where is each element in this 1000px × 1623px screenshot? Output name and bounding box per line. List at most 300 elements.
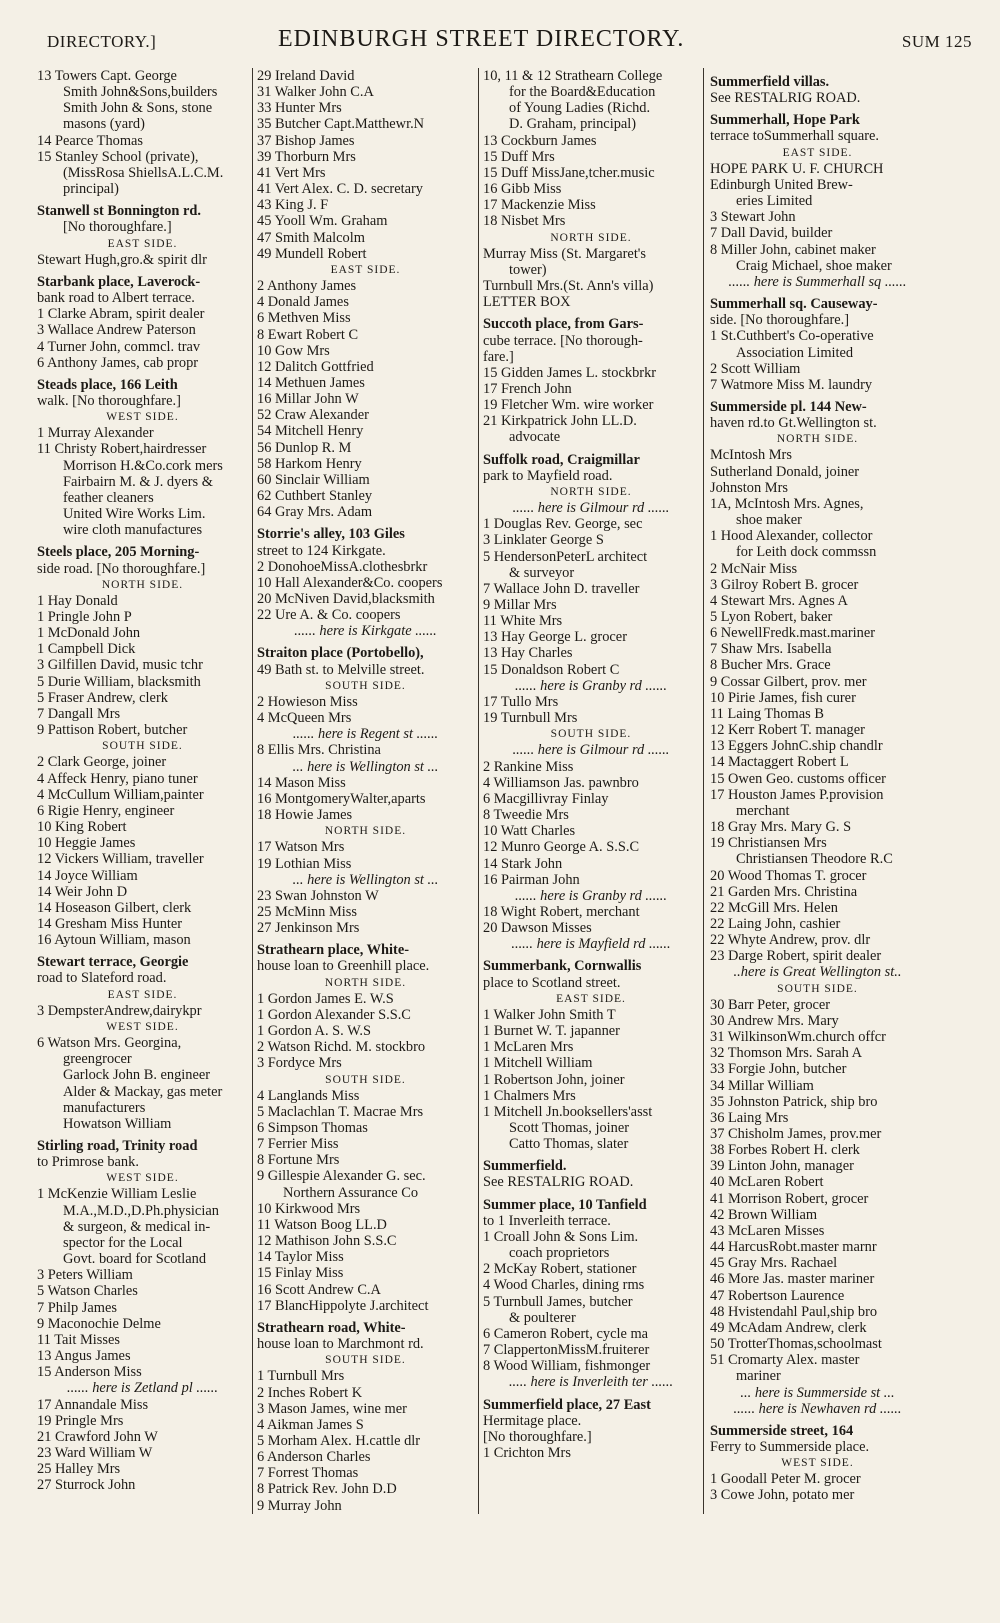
directory-entry: 16 Gibb Miss [483,181,562,198]
directory-entry: 4 Wood Charles, dining rms [483,1277,645,1294]
directory-entry-continuation: masons (yard) [63,116,145,133]
side-heading: EAST SIDE. [107,237,178,250]
directory-entry: 6 Watson Mrs. Georgina, [37,1035,182,1052]
directory-entry-continuation: for the Board&Education [509,84,656,101]
directory-entry: 1 Turnbull Mrs [257,1368,345,1385]
directory-entry: 1 Crichton Mrs [483,1444,571,1461]
directory-entry: 11 White Mrs [483,613,563,630]
directory-entry: 15 Anderson Miss [37,1364,142,1381]
directory-entry-continuation: eries Limited [736,193,813,210]
directory-entry: 1 McLaren Mrs [483,1039,574,1056]
directory-entry: 45 Yooll Wm. Graham [257,213,388,230]
directory-entry: 18 Gray Mrs. Mary G. S [710,819,852,836]
directory-entry: 9 Maconochie Delme [37,1315,161,1332]
directory-entry: 60 Sinclair William [257,471,370,488]
directory-entry: 3 Mason James, wine mer [257,1400,407,1417]
directory-entry-continuation: wire cloth manufactures [63,522,203,539]
directory-entry: 43 King J. F [257,197,329,214]
cross-street-marker: ... here is Wellington st ... [292,758,439,775]
directory-entry: 17 Tullo Mrs [483,693,559,710]
directory-entry-continuation: principal) [63,181,119,198]
directory-entry: 1 Gordon A. S. W.S [257,1023,371,1040]
directory-entry: 3 DempsterAndrew,dairykpr [37,1002,202,1019]
directory-entry: 1 McDonald John [37,625,141,642]
directory-entry: 12 Dalitch Gottfried [257,358,374,375]
directory-entry: 11 Watson Boog LL.D [257,1216,387,1233]
directory-entry: 7 Watmore Miss M. laundry [710,376,873,393]
side-heading: NORTH SIDE. [324,825,407,838]
directory-entry: 48 Hvistendahl Paul,ship bro [710,1303,878,1320]
directory-entry: 8 Tweedie Mrs [483,807,569,824]
directory-entry: 5 Durie William, blacksmith [37,673,201,690]
directory-entry-continuation: Govt. board for Scotland [63,1251,207,1268]
directory-entry: 29 Ireland David [257,68,355,84]
street-heading: Summerhall sq. Causeway- [710,296,878,313]
directory-entry: 34 Millar William [710,1077,814,1094]
directory-entry: street to 124 Kirkgate. [257,542,386,559]
directory-entry-continuation: Northern Assurance Co [283,1184,419,1201]
directory-entry: 1 Burnet W. T. japanner [483,1023,620,1040]
directory-entry: 17 Mackenzie Miss [483,197,596,214]
directory-entry: 13 Hay Charles [483,645,573,662]
directory-entry: 8 Ellis Mrs. Christina [257,742,381,759]
street-heading: Summerhall, Hope Park [710,112,860,129]
directory-entry: 16 Millar John W [257,391,359,408]
directory-entry: 45 Gray Mrs. Rachael [710,1255,838,1272]
column-3 [479,68,704,1514]
directory-entry: 1 Chalmers Mrs [483,1087,576,1104]
header-title: EDINBURGH STREET DIRECTORY. [278,26,685,52]
directory-entry: 2 Anthony James [257,278,357,295]
directory-entry-continuation: feather cleaners [63,489,154,506]
directory-entry: 4 Langlands Miss [257,1087,360,1104]
directory-entry: 6 Simpson Thomas [257,1120,368,1136]
column-4 [704,68,929,1514]
street-heading: Summerside street, 164 [710,1422,854,1439]
directory-entry: 21 Crawford John W [37,1428,158,1445]
directory-entry: 6 Methven Miss [257,310,351,327]
directory-entry: 47 Robertson Laurence [710,1287,845,1304]
directory-entry: 3 Linklater George S [483,532,604,549]
directory-entry: 14 Hoseason Gilbert, clerk [37,899,192,916]
directory-entry: 1 Mitchell William [483,1055,593,1072]
cross-street-marker: ...... here is Summerhall sq ...... [728,273,907,290]
directory-entry: 14 Joyce William [37,867,138,884]
directory-entry: 17 Watson Mrs [257,839,345,856]
street-heading: Succoth place, from Gars- [483,316,644,333]
directory-entry: 5 Fraser Andrew, clerk [37,689,168,706]
directory-entry: 13 Angus James [37,1348,131,1365]
directory-entry: 21 Garden Mrs. Christina [710,883,858,900]
directory-entry-continuation: tower) [509,261,547,278]
directory-entry: 1 Murray Alexander [37,425,154,442]
directory-entry: 9 Murray John [257,1497,342,1514]
directory-entry: 1 Robertson John, joiner [483,1071,625,1088]
street-heading: Summerfield. [483,1158,567,1175]
directory-entry: 1 Gordon James E. W.S [257,990,394,1007]
column-2 [253,68,479,1514]
cross-street-marker: ...... here is Gilmour rd ...... [512,500,670,517]
street-heading: Summerfield place, 27 East [483,1396,651,1413]
cross-street-marker: ...... here is Granby rd ...... [514,677,668,694]
directory-entry-continuation: spector for the Local [63,1234,183,1251]
directory-entry: 5 HendersonPeterL architect [483,548,648,565]
directory-entry: 7 Wallace John D. traveller [483,580,640,597]
directory-entry: 31 Walker John C.A [257,84,374,101]
directory-entry: side road. [No thoroughfare.] [37,560,206,577]
directory-entry: 23 Ward William W [37,1444,153,1461]
directory-entry: 44 HarcusRobt.master marnr [710,1239,877,1256]
directory-entry-continuation: coach proprietors [509,1245,610,1262]
directory-entry-continuation: & surgeon, & medical in- [63,1218,211,1235]
directory-entry: 1 Douglas Rev. George, sec [483,516,643,533]
directory-entry: 40 McLaren Robert [710,1174,824,1191]
directory-entry-continuation: Catto Thomas, slater [509,1136,629,1153]
directory-entry: 1 Gordon Alexander S.S.C [257,1006,411,1023]
directory-entry: 6 Macgillivray Finlay [483,790,609,807]
directory-entry-continuation: Smith John & Sons, stone [63,100,213,117]
directory-entry: 36 Laing Mrs [710,1109,789,1126]
directory-entry: Sutherland Donald, joiner [710,463,860,480]
directory-entry-continuation: Morrison H.&Co.cork mers [63,457,223,474]
street-heading: Summerbank, Cornwallis [483,958,642,975]
street-heading: Suffolk road, Craigmillar [483,451,640,468]
side-heading: NORTH SIDE. [776,433,859,446]
directory-entry: 15 Donaldson Robert C [483,661,620,678]
directory-entry: 22 Laing John, cashier [710,915,841,932]
directory-entry: 10 Gow Mrs [257,342,330,359]
directory-entry: 21 Kirkpatrick John LL.D. [483,413,637,430]
directory-entry: 9 Millar Mrs [483,597,557,613]
cross-street-marker: ...... here is Zetland pl ...... [67,1380,218,1397]
directory-entry: 38 Forbes Robert H. clerk [710,1142,860,1159]
directory-entry: bank road to Albert terrace. [37,290,195,307]
directory-entry: 25 Halley Mrs [37,1461,121,1478]
directory-entry: 16 Pairman John [483,871,580,888]
directory-entry: 37 Chisholm James, prov.mer [710,1126,882,1142]
directory-entry: [No thoroughfare.] [483,1428,592,1445]
directory-entry: walk. [No thoroughfare.] [37,392,181,409]
directory-entry: 10 Hall Alexander&Co. coopers [257,574,443,591]
street-heading: Strathearn road, White- [257,1319,406,1336]
directory-entry: 15 Finlay Miss [257,1265,344,1282]
directory-entry: 12 Munro George A. S.S.C [483,839,640,856]
header-left: DIRECTORY.] [47,32,157,51]
directory-entry: 4 Aikman James S [257,1416,364,1433]
directory-entry: 14 Mason Miss [257,774,346,791]
directory-entry: 41 Vert Alex. C. D. secretary [257,181,423,198]
directory-entry: 5 Maclachlan T. Macrae Mrs [257,1103,424,1120]
directory-entry: 47 Smith Malcolm [257,229,365,246]
directory-entry: 10 Heggie James [37,835,136,852]
directory-entry: 14 Taylor Miss [257,1249,344,1266]
directory-entry: fare.] [483,348,514,365]
directory-entry-continuation: (MissRosa ShiellsA.L.C.M. [63,164,224,181]
directory-entry: 14 Gresham Miss Hunter [37,915,183,932]
side-heading: WEST SIDE. [106,1172,179,1185]
directory-entry: 1 Hood Alexander, collector [710,528,873,545]
side-heading: EAST SIDE. [556,992,626,1005]
directory-entry: 23 Darge Robert, spirit dealer [710,948,882,965]
page-header [33,26,982,60]
directory-entry: 4 Affeck Henry, piano tuner [37,770,198,787]
directory-entry: 4 Turner John, commcl. trav [37,338,201,355]
directory-entry: 4 Williamson Jas. pawnbro [483,774,639,791]
directory-entry: haven rd.to Gt.Wellington st. [710,415,877,432]
directory-entry: 2 Inches Robert K [257,1384,363,1401]
directory-entry: Stewart Hugh,gro.& spirit dlr [37,251,207,268]
directory-entry-continuation: D. Graham, principal) [509,116,637,133]
side-heading: SOUTH SIDE. [325,679,406,692]
directory-entry: 13 Eggers JohnC.ship chandlr [710,738,883,755]
directory-entry: 33 Forgie John, butcher [710,1061,847,1078]
directory-entry: 10 King Robert [37,819,127,836]
directory-entry: 5 Turnbull James, butcher [483,1293,633,1310]
directory-entry: 1 Pringle John P [37,609,132,625]
directory-entry: 14 Mactaggert Robert L [710,754,849,771]
side-heading: WEST SIDE. [106,1020,179,1033]
directory-entry: 3 Gilfillen David, music tchr [37,657,203,674]
directory-entry: 4 McQueen Mrs [257,710,352,727]
directory-entry: 7 Dall David, builder [710,225,833,242]
side-heading: NORTH SIDE. [550,485,632,498]
directory-entry: 16 Aytoun William, mason [37,932,191,949]
column-1 [33,68,253,1514]
side-heading: SOUTH SIDE. [550,728,632,741]
street-heading: Storrie's alley, 103 Giles [257,526,405,543]
directory-entry: 3 Cowe John, potato mer [710,1487,855,1504]
directory-entry: 2 Rankine Miss [483,758,574,775]
directory-entry: 1 Campbell Dick [37,641,136,658]
directory-entry: 2 DonohoeMissA.clothesbrkr [257,558,428,575]
directory-entry: 13 Cockburn James [483,132,597,149]
street-heading: Stanwell st Bonnington rd. [37,203,201,220]
directory-entry: 14 Methuen James [257,374,365,391]
street-heading: Stewart terrace, Georgie [37,954,189,971]
directory-entry: 1 St.Cuthbert's Co-operative [710,328,874,345]
street-heading: Starbank place, Laverock- [37,273,201,290]
directory-entry: 16 MontgomeryWalter,aparts [257,790,426,807]
directory-entry: terrace toSummerhall square. [710,128,880,145]
directory-entry: 17 Houston James P.provision [710,786,884,803]
directory-entry: 1 Croall John & Sons Lim. [483,1228,639,1245]
directory-entry: 13 Hay George L. grocer [483,629,627,646]
cross-street-marker: ..... here is Inverleith ter ...... [508,1374,674,1391]
directory-entry-continuation: Garlock John B. engineer [63,1067,211,1084]
directory-entry: 19 Lothian Miss [257,855,352,872]
directory-entry: 15 Owen Geo. customs officer [710,770,886,787]
directory-entry: 27 Sturrock John [37,1477,136,1494]
directory-entry: 32 Thomson Mrs. Sarah A [710,1045,863,1062]
directory-entry: 11 Tait Misses [37,1331,120,1348]
street-heading: Strathearn place, White- [257,942,410,959]
directory-entry: 7 Dangall Mrs [37,705,121,722]
cross-street-marker: ... here is Wellington st ... [292,871,439,888]
directory-entry: 20 Dawson Misses [483,920,592,937]
directory-entry: Ferry to Summerside place. [710,1438,870,1455]
directory-entry: 37 Bishop James [257,132,355,149]
street-heading: Stirling road, Trinity road [37,1138,198,1154]
cross-street-marker: ..here is Great Wellington st.. [733,964,902,981]
directory-entry-continuation: Christiansen Theodore R.C [736,851,893,868]
directory-entry: 43 McLaren Misses [710,1222,825,1239]
directory-entry: side. [No thoroughfare.] [710,312,850,329]
directory-entry-continuation: Howatson William [63,1115,172,1132]
directory-entry: 7 Forrest Thomas [257,1465,359,1482]
directory-entry: Turnbull Mrs.(St. Ann's villa) [483,278,654,295]
directory-entry: 1 Goodall Peter M. grocer [710,1471,861,1488]
directory-entry: 6 Cameron Robert, cycle ma [483,1325,649,1342]
directory-entry: 6 Anderson Charles [257,1449,371,1466]
directory-entry: 3 Wallace Andrew Paterson [37,322,196,339]
directory-entry: road to Slateford road. [37,970,167,987]
directory-entry: 15 Stanley School (private), [37,148,199,165]
directory-entry: 6 Rigie Henry, engineer [37,802,175,819]
directory-entry-continuation: for Leith dock commssn [736,544,877,561]
side-heading: SOUTH SIDE. [777,982,858,995]
directory-entry: Johnston Mrs [710,479,788,496]
directory-entry: 7 Philp James [37,1299,117,1316]
directory-entry: 51 Cromarty Alex. master [710,1352,860,1369]
directory-entry: 2 Howieson Miss [257,693,358,710]
directory-entry: 62 Cuthbert Stanley [257,488,373,505]
directory-entry: 3 Peters William [37,1267,133,1284]
directory-entry: 14 Pearce Thomas [37,132,144,149]
street-heading: Straiton place (Portobello), [257,645,424,662]
directory-entry: 13 Towers Capt. George [37,68,177,84]
side-heading: WEST SIDE. [781,1457,854,1470]
directory-entry: 3 Fordyce Mrs [257,1055,342,1072]
directory-entry: 15 Duff MissJane,tcher.music [483,164,655,181]
directory-entry: 12 Mathison John S.S.C [257,1233,397,1250]
directory-entry: LETTER BOX [483,294,571,311]
directory-entry: 2 Watson Richd. M. stockbro [257,1039,426,1056]
directory-entry: 18 Howie James [257,807,353,824]
cross-street-marker: ...... here is Mayfield rd ...... [511,936,671,953]
street-heading: Summerside pl. 144 New- [710,398,867,415]
directory-entry: See RESTALRIG ROAD. [483,1174,634,1191]
side-heading: NORTH SIDE. [324,976,407,989]
directory-entry: McIntosh Mrs [710,447,792,464]
directory-entry: 1 Walker John Smith T [483,1006,616,1023]
directory-entry: 9 Gillespie Alexander G. sec. [257,1168,426,1185]
directory-entry-continuation: Craig Michael, shoe maker [736,257,892,274]
directory-entry-continuation: advocate [509,429,561,446]
directory-entry: HOPE PARK U. F. CHURCH [710,160,884,177]
directory-entry-continuation: & poulterer [509,1309,576,1326]
directory-entry: 19 Fletcher Wm. wire worker [483,397,654,414]
directory-entry: 5 Lyon Robert, baker [710,609,833,625]
directory-entry: 10, 11 & 12 Strathearn College [483,68,663,84]
directory-entry: to Primrose bank. [37,1154,139,1171]
directory-entry: 4 Stewart Mrs. Agnes A [710,592,848,609]
directory-entry: 8 Wood William, fishmonger [483,1358,651,1375]
directory-entry: 9 Pattison Robert, butcher [37,722,188,739]
directory-entry-continuation: greengrocer [63,1051,132,1068]
street-heading: Summer place, 10 Tanfield [483,1196,647,1213]
directory-entry: Hermitage place. [483,1412,582,1429]
directory-entry: 7 Ferrier Miss [257,1136,339,1153]
directory-entry-continuation: of Young Ladies (Richd. [509,100,651,117]
directory-entry: 8 Miller John, cabinet maker [710,241,876,258]
directory-entry: 22 Ure A. & Co. coopers [257,607,401,624]
directory-entry: 1 Hay Donald [37,592,118,609]
directory-entry: house loan to Greenhill place. [257,958,430,975]
directory-entry-continuation: merchant [736,802,790,819]
directory-entry-continuation: M.A.,M.D.,D.Ph.physician [63,1202,219,1219]
directory-entry-continuation: Alder & Mackay, gas meter [63,1083,223,1100]
side-heading: WEST SIDE. [106,411,179,424]
directory-entry: 6 Anthony James, cab propr [37,354,199,371]
directory-entry-continuation: United Wire Works Lim. [63,506,206,523]
directory-entry: 46 More Jas. master mariner [710,1271,875,1288]
directory-entry: 17 French John [483,380,572,397]
directory-entry: 23 Swan Johnston W [257,887,379,904]
directory-entry: 8 Bucher Mrs. Grace [710,657,831,674]
cross-street-marker: ...... here is Regent st ...... [292,726,439,743]
directory-entry-continuation: manufacturers [63,1099,146,1116]
directory-entry: 42 Brown William [710,1206,818,1223]
directory-entry: 22 McGill Mrs. Helen [710,899,838,916]
directory-entry: place to Scotland street. [483,974,621,991]
directory-entry: 16 Scott Andrew C.A [257,1281,381,1298]
directory-entry: 1 Clarke Abram, spirit dealer [37,306,205,323]
directory-entry: 33 Hunter Mrs [257,100,342,117]
directory-entry: 19 Pringle Mrs [37,1412,124,1429]
directory-entry: 10 Kirkwood Mrs [257,1200,361,1217]
directory-entry-continuation: shoe maker [736,512,802,529]
directory-entry: 4 Donald James [257,294,349,311]
directory-entry: 2 McKay Robert, stationer [483,1261,637,1278]
directory-entry: 39 Linton John, manager [710,1158,854,1175]
directory-entry: 20 McNiven David,blacksmith [257,591,435,607]
directory-entry: 6 NewellFredk.mast.mariner [710,625,876,642]
directory-entry-continuation: Scott Thomas, joiner [509,1120,630,1136]
directory-entry: 8 Patrick Rev. John D.D [257,1481,397,1498]
side-heading: NORTH SIDE. [550,231,632,244]
directory-entry: to 1 Inverleith terrace. [483,1212,611,1229]
directory-entry: 1A, McIntosh Mrs. Agnes, [710,495,864,512]
directory-entry: 56 Dunlop R. M [257,439,352,456]
cross-street-marker: ...... here is Granby rd ...... [514,887,668,904]
directory-entry-continuation: & surveyor [509,564,575,581]
directory-entry: 30 Barr Peter, grocer [710,996,831,1013]
side-heading: SOUTH SIDE. [325,1354,406,1367]
directory-entry: 41 Morrison Robert, grocer [710,1190,869,1207]
directory-entry: 17 Annandale Miss [37,1396,149,1413]
side-heading: EAST SIDE. [330,263,401,276]
directory-entry: 25 McMinn Miss [257,903,357,920]
side-heading: SOUTH SIDE. [102,740,183,753]
directory-entry: 1 McKenzie William Leslie [37,1186,197,1203]
directory-entry: 10 Watt Charles [483,823,576,840]
directory-entry: 7 ClappertonMissM.fruiterer [483,1342,650,1359]
side-heading: NORTH SIDE. [101,578,184,591]
directory-entry: 9 Cossar Gilbert, prov. mer [710,673,867,690]
directory-entry: 5 Watson Charles [37,1283,138,1300]
directory-entry: 17 BlancHippolyte J.architect [257,1297,429,1314]
side-heading: EAST SIDE. [782,146,853,159]
directory-entry: 27 Jenkinson Mrs [257,920,360,937]
street-heading: Steels place, 205 Morning- [37,544,200,561]
directory-entry: 41 Vert Mrs [257,164,326,181]
directory-entry: 35 Johnston Patrick, ship bro [710,1093,878,1110]
cross-street-marker: ...... here is Newhaven rd ...... [733,1400,902,1417]
directory-entry: 49 Bath st. to Melville street. [257,661,425,678]
directory-entry: 3 Gilroy Robert B. grocer [710,576,859,593]
directory-entry: 49 McAdam Andrew, clerk [710,1319,867,1336]
directory-entry: 20 Wood Thomas T. grocer [710,867,867,884]
